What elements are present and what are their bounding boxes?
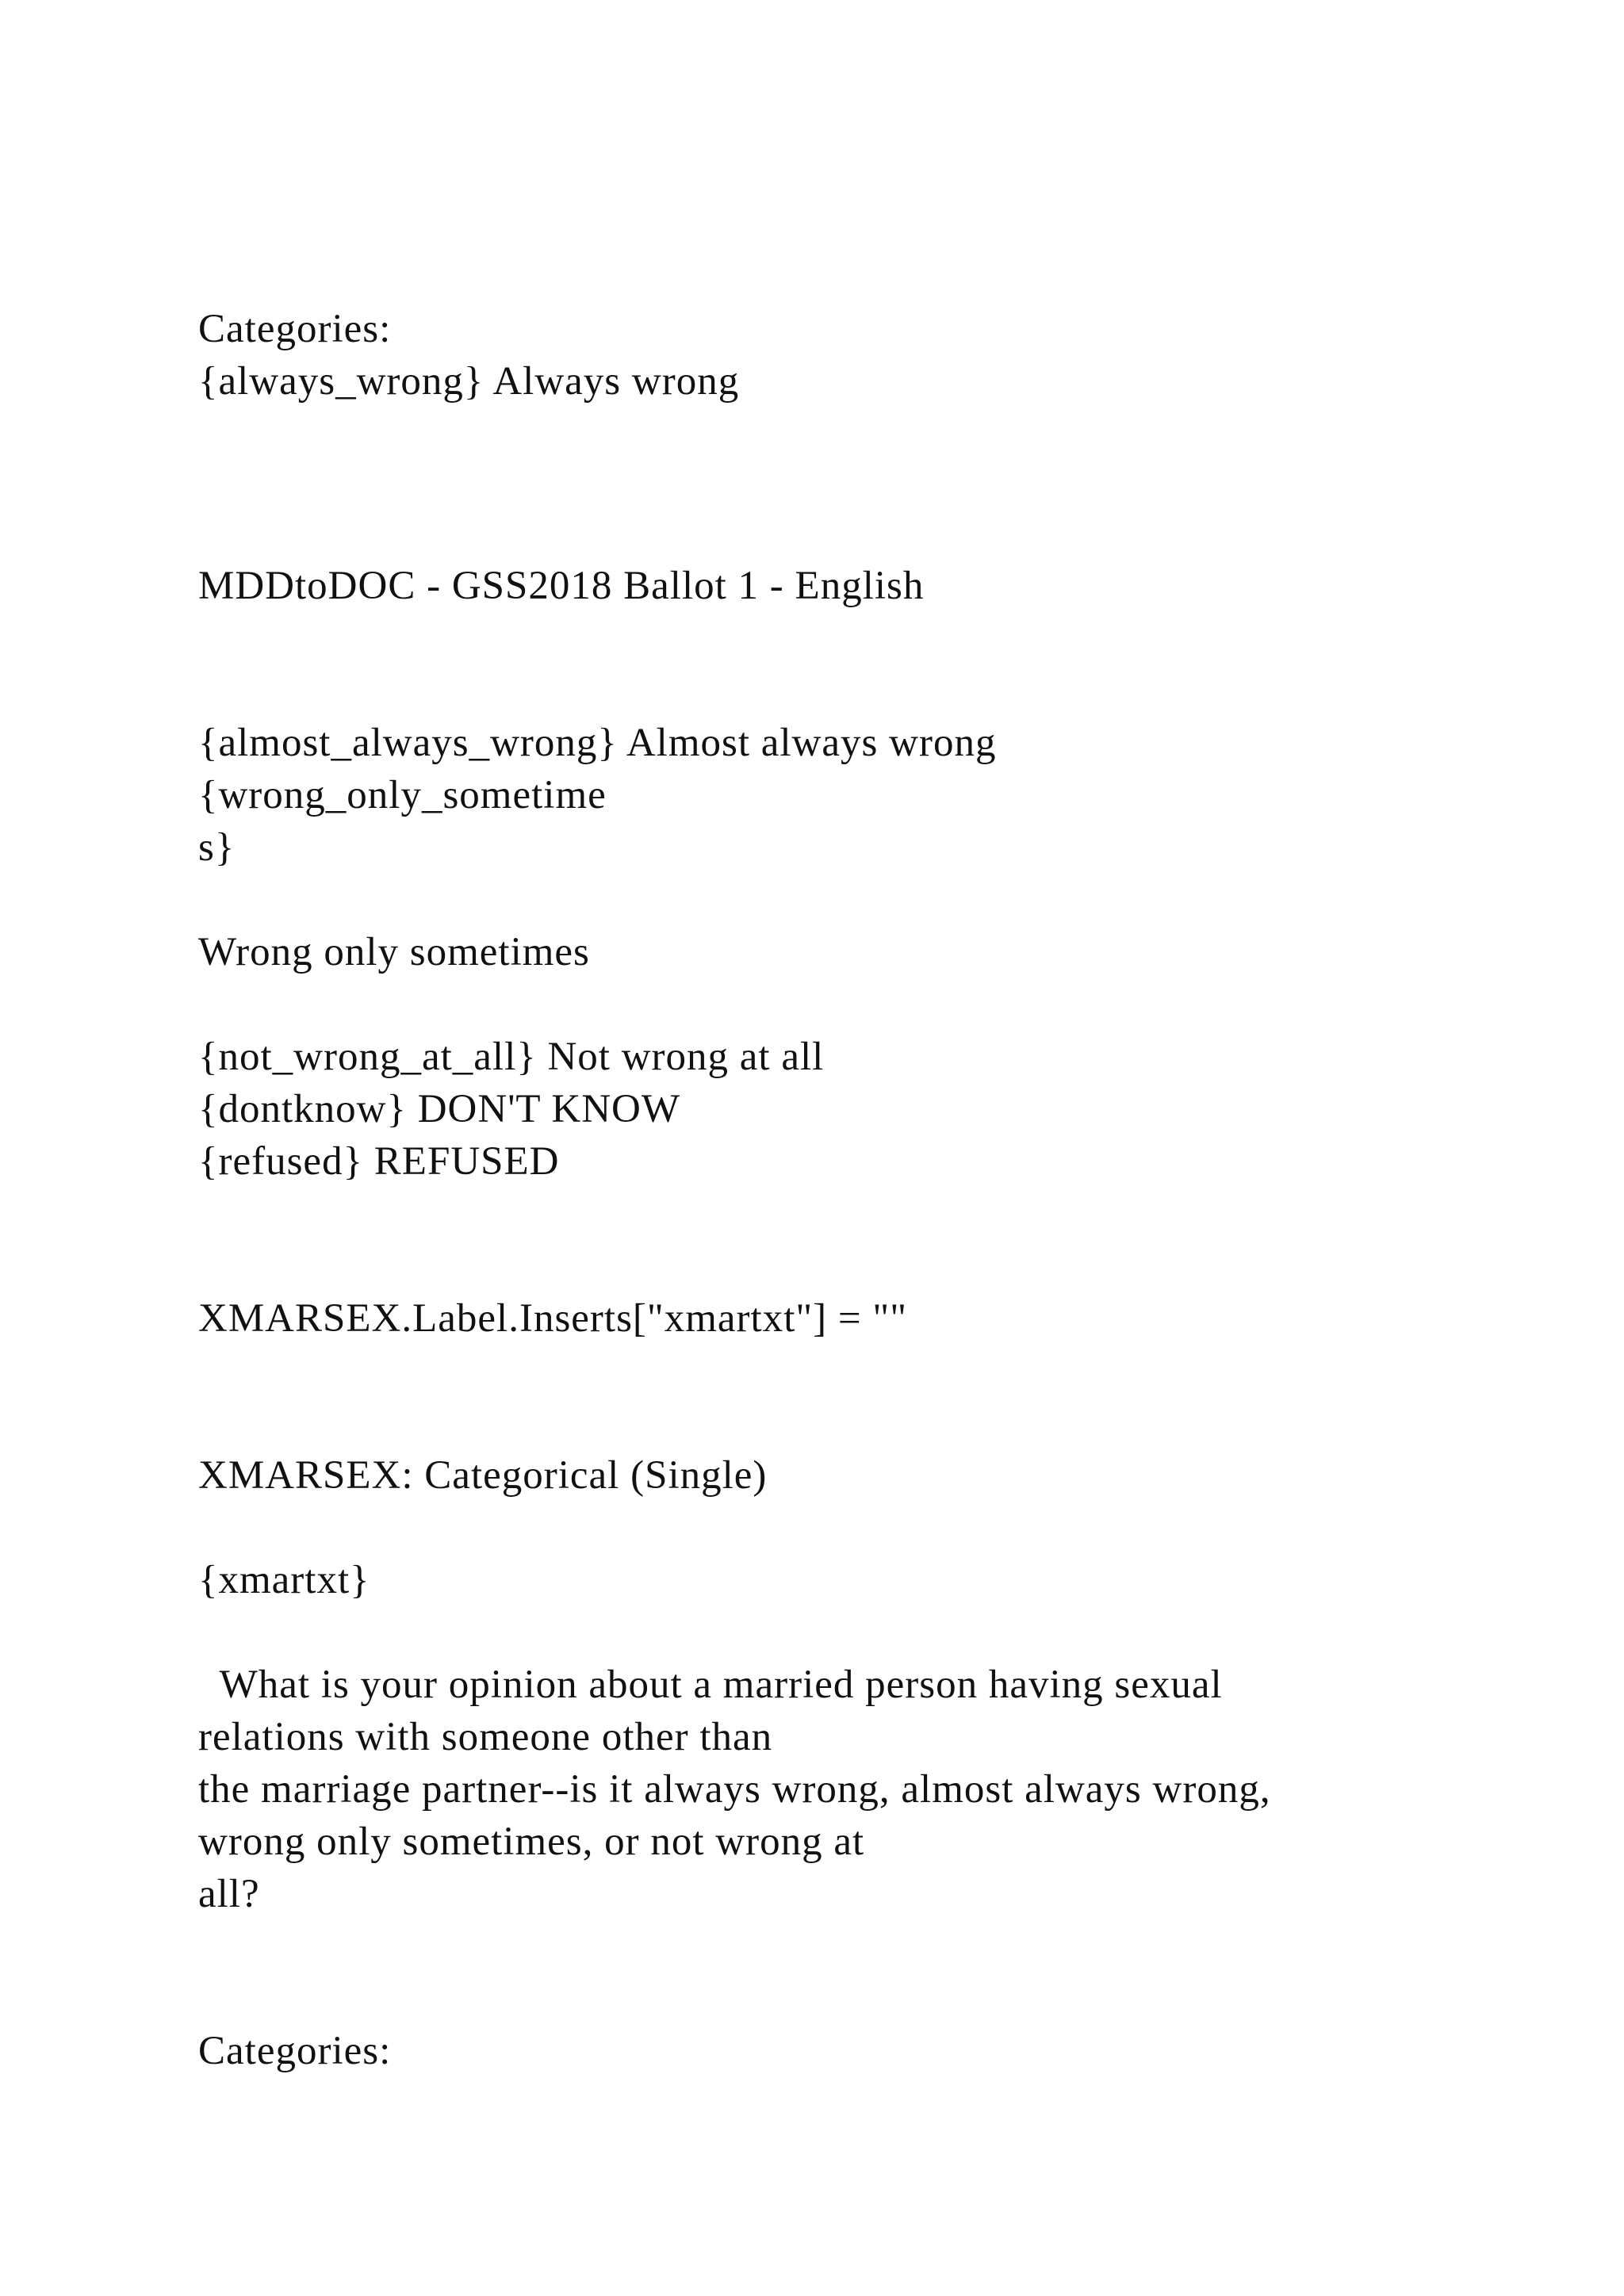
category-almost-always-wrong: {almost_always_wrong} Almost always wrong	[198, 721, 997, 765]
categories-heading: Categories:	[198, 307, 392, 351]
category-dontknow: {dontknow} DON'T KNOW	[198, 1087, 680, 1131]
document-header: MDDtoDOC - GSS2018 Ballot 1 - English	[198, 564, 925, 608]
question-text-line-2: relations with someone other than	[198, 1715, 773, 1759]
question-text-line-3: the marriage partner--is it always wrong, almost always wrong,	[198, 1767, 1271, 1812]
question-text-line-4: wrong only sometimes, or not wrong at	[198, 1820, 865, 1864]
category-wrong-only-sometimes-label: Wrong only sometimes	[198, 930, 590, 974]
category-always-wrong: {always_wrong} Always wrong	[198, 359, 740, 404]
category-refused: {refused} REFUSED	[198, 1139, 560, 1184]
category-wrong-only-sometimes-code-end: s}	[198, 825, 236, 870]
categories-heading-2: Categories:	[198, 2029, 392, 2073]
category-wrong-only-sometimes-code: {wrong_only_sometime	[198, 773, 607, 817]
question-definition: XMARSEX: Categorical (Single)	[198, 1453, 768, 1498]
question-insert-token: {xmartxt}	[198, 1558, 370, 1602]
label-inserts-statement: XMARSEX.Label.Inserts["xmartxt"] = ""	[198, 1296, 908, 1341]
question-text-line-5: all?	[198, 1872, 260, 1916]
category-not-wrong-at-all: {not_wrong_at_all} Not wrong at all	[198, 1035, 825, 1079]
question-text-line-1: What is your opinion about a married person having sexual	[198, 1663, 1223, 1707]
